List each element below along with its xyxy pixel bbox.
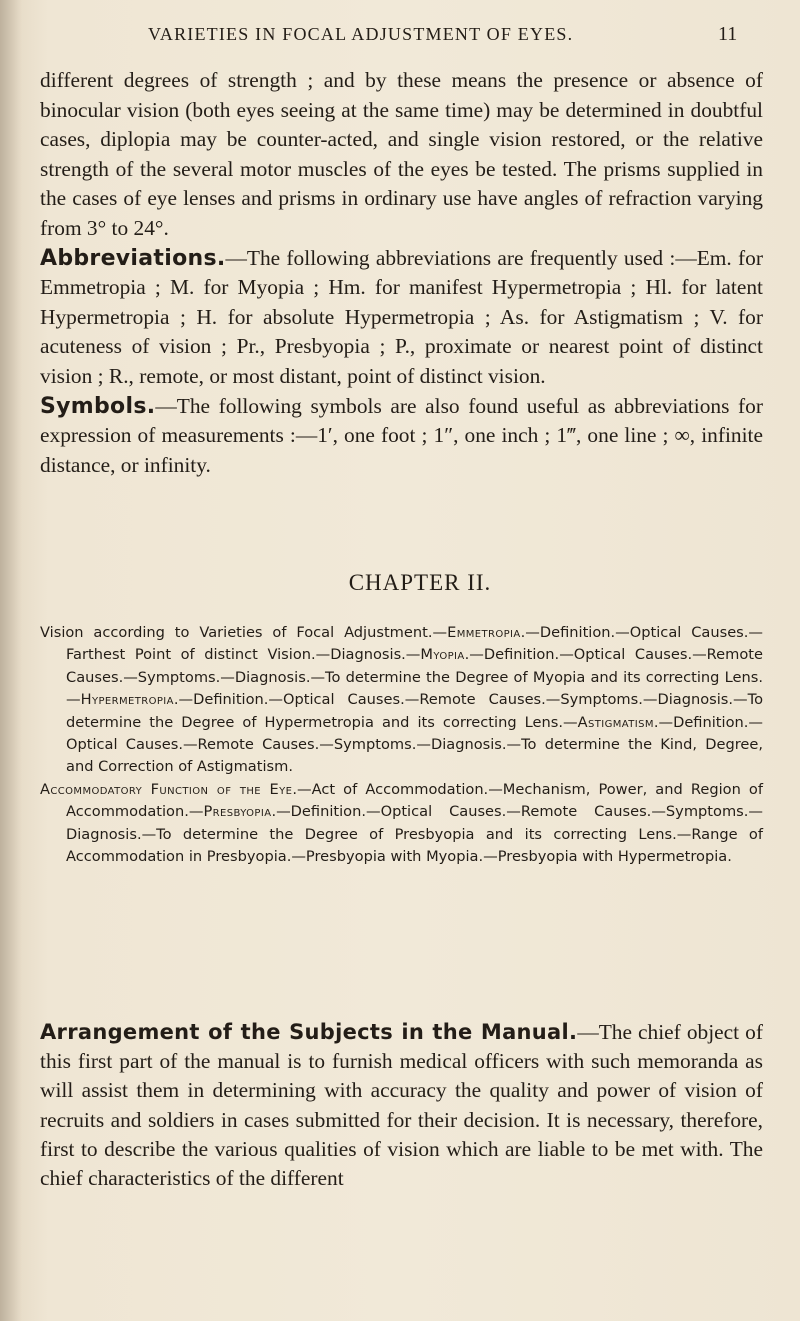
synopsis-term-hypermetropia: Hypermetropia bbox=[80, 691, 174, 709]
synopsis-hypermetropia-topics: .—Definition.—Optical Causes.—Remote Causes.—Symptoms.—Diagnosis.—To determine the Degree of Hypermetropia and its correcting Lens.— bbox=[66, 691, 763, 731]
synopsis-term-astigmatism: Astigmatism bbox=[577, 713, 654, 731]
paragraph-arrangement bbox=[40, 1018, 763, 1193]
symbols-text: —The following symbols are also found useful as abbreviations for expression of measurements :—1′, one foot ; 1″, one inch ; 1‴, one line ; ∞, infinite distance, or infinity. bbox=[40, 393, 763, 477]
chapter-title: CHAPTER II. bbox=[348, 570, 492, 595]
arrangement-heading: Arrangement of the Subjects in the Manual. bbox=[40, 1020, 578, 1044]
synopsis-astigmatism-topics: .—Definition.—Optical Causes.—Remote Causes.—Symptoms.—Diagnosis.—To determine the Kind, Degree, and Correction of Astigmatism. bbox=[66, 713, 763, 776]
synopsis-term-accommodatory-function: Accommodatory Function of the Eye bbox=[40, 780, 293, 798]
arrangement-text: —The chief object of this first part of the manual is to furnish medical officers with such memoranda as will assist them in determining with accuracy the quality and power of vision of recruits and soldiers in cases submitted for their decision. It is necessary, therefore, first to describe the various qualities of vision which are liable to be met with. The chief characteristics of the different bbox=[40, 1020, 764, 1191]
synopsis-paragraph-accommodation bbox=[40, 779, 763, 869]
chapter-synopsis bbox=[40, 622, 763, 868]
synopsis-lead: Vision according to Varieties of Focal Adjustment.— bbox=[40, 624, 448, 641]
paragraph-prisms: different degrees of strength ; and by these means the presence or absence of binocular vision (both eyes seeing at the same time) may be determined in doubtful cases, diplopia may be counter-acted, and single vision restored, or the relative strength of the several motor muscles of the eyes be tested. The prisms supplied in the cases of eye lenses and prisms in ordinary use have angles of refraction varying from 3° to 24°. bbox=[40, 68, 763, 240]
chapter-heading bbox=[0, 570, 800, 596]
synopsis-term-presbyopia: Presbyopia bbox=[203, 803, 272, 821]
symbols-heading: Symbols. bbox=[40, 393, 156, 419]
page-number: 11 bbox=[718, 23, 738, 45]
synopsis-term-emmetropia: Emmetropia bbox=[447, 624, 521, 641]
body-text bbox=[40, 66, 763, 480]
paragraph-abbreviations bbox=[40, 244, 763, 392]
synopsis-accommodation-topics: .—Act of Accommodation.—Mechanism, Power, and Region of Accommodation.— bbox=[66, 780, 763, 821]
running-head-title: VARIETIES IN FOCAL ADJUSTMENT OF EYES. bbox=[148, 24, 574, 44]
running-header bbox=[0, 24, 800, 54]
abbreviations-text: —The following abbreviations are frequently used :—Em. for Emmetropia ; M. for Myopia ; Hm. for manifest Hypermetropia ; Hl. for latent Hypermetropia ; H. for absolute Hypermetropia ; As. for Astigmatism ; V. for acuteness of vision ; Pr., Presbyopia ; P., proximate or nearest point of distinct vision ; R., remote, or most distant, point of distinct vision. bbox=[40, 245, 763, 388]
synopsis-presbyopia-topics: .—Definition.—Optical Causes.—Remote Causes.—Symptoms.—Diagnosis.—To determine the Degree of Presbyopia and its correcting Lens.—Range of Accommodation in Presbyopia.—Presbyopia with Myopia.—Presbyopia with Hypermetropia. bbox=[66, 803, 763, 866]
closing-text bbox=[40, 1018, 763, 1193]
synopsis-term-myopia: Myopia bbox=[420, 646, 465, 664]
synopsis-emmetropia-topics: .—Definition.—Optical Causes.—Farthest Point of distinct Vision.—Diagnosis.— bbox=[66, 624, 764, 664]
paragraph-symbols bbox=[40, 392, 763, 481]
synopsis-myopia-topics: .—Definition.—Optical Causes.—Remote Causes.—Symptoms.—Diagnosis.—To determine the Degree of Myopia and its correcting Lens.— bbox=[66, 646, 763, 709]
binding-shadow bbox=[0, 0, 22, 1321]
abbreviations-heading: Abbreviations. bbox=[40, 245, 226, 271]
synopsis-paragraph-focal-adjustment bbox=[40, 622, 763, 779]
